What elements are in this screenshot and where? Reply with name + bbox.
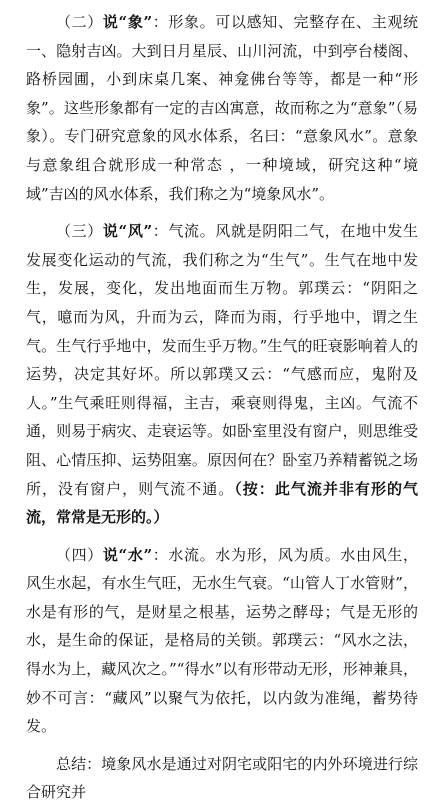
summary-text: 总结：境象风水是通过对阴宅或阳宅的内外环境进行综合研究并 bbox=[26, 754, 418, 802]
section-heading: 说“象” bbox=[102, 13, 153, 31]
section-shui bbox=[26, 541, 418, 741]
document-page bbox=[26, 8, 418, 807]
section-number: （二） bbox=[56, 13, 103, 31]
section-number: （四） bbox=[56, 545, 103, 564]
section-xiang bbox=[26, 8, 418, 208]
section-heading: 说“水” bbox=[102, 545, 153, 564]
section-number: （三） bbox=[56, 222, 103, 241]
section-body: ：形象。可以感知、完整存在、主观统一、隐射吉凶。大到日月星辰、山川河流，中到亭台楼阁、路桥园圃，小到床桌几案、神龛佛台等等，都是一种“形象”。这些形象都有一定的吉凶寓意，故而称之为“意象”（易象）。专门研究意象的风水体系，名曰：“意象风水”。意象与意象组合就形成一种常态 ，一种境域，研究这种“境域”吉凶的风水体系，我们称之为“境象风水”。 bbox=[26, 13, 418, 203]
section-body: ：气流。风就是阴阳二气，在地中发生发展变化运动的气流，我们称之为“生气”。生气在地中发生，发展，变化，发出地面而生万物。郭璞云：“阴阳之气，噫而为风，升而为云，降而为雨，行乎地中，谓之生气。生气行乎地中，发而生乎万物。”生气的旺衰影响着人的运势，决定其好坏。所以郭璞又云：“气感而应，鬼附及人。”生气乘旺则得福，主吉，乘衰则得鬼，主凶。气流不通，则易于病灾、走衰运等。如卧室里没有窗户，则思维受阻、心情压抑、运势阻塞。原因何在？卧室乃养精蓄锐之场所，没有窗户，则气流不通。 bbox=[26, 222, 418, 498]
section-body: ：水流。水为形，风为质。水由风生，风生水起，有水生气旺，无水生气衰。“山管人丁水管财”，水是有形的气，是财星之根基，运势之酵母；气是无形的水，是生命的保证，是格局的关锁。郭璞云：“风水之法，得水为上，藏风次之。”“得水”以有形带动无形，形神兼具，妙不可言：“藏风”以聚气为依托，以内敛为准绳，蓄势待发。 bbox=[26, 545, 418, 736]
section-note: （按：此气流并非有形的气流，常常是无形的。） bbox=[26, 479, 418, 527]
section-feng bbox=[26, 217, 418, 532]
summary-paragraph bbox=[26, 750, 418, 807]
section-heading: 说“风” bbox=[102, 222, 153, 241]
